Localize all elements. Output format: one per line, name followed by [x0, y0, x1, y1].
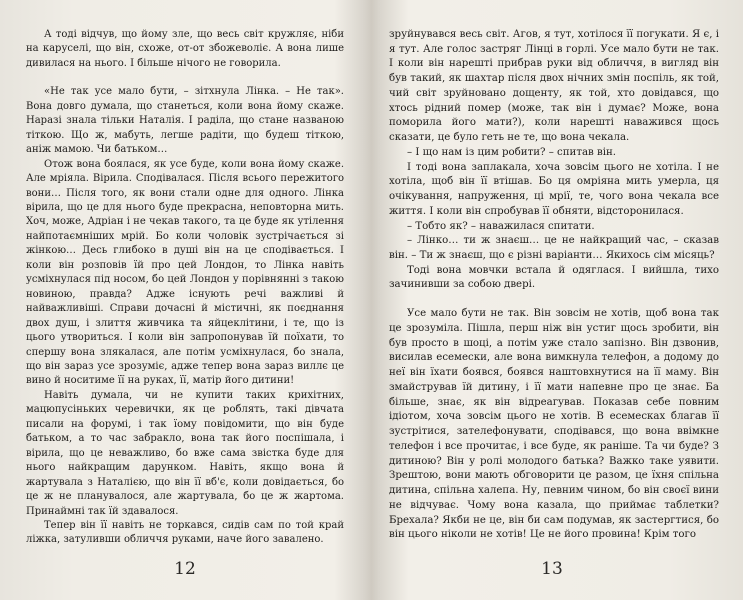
paragraph: А тоді відчув, що йому зле, що весь світ кружляє, ніби на каруселі, що він, схоже, от-от збожеволіє. А вона лише дивилася на нього. І більше нічого не говорила.: [26, 29, 344, 69]
paragraph: Усе мало бути не так. Він зовсім не хотів, щоб вона так це зрозуміла. Пішла, перш ніж він устиг щось зробити, він був просто в шоці, а потім уже стало запізно. Він дзвонив, висилав есемески, але вона вимкнула телефон, а додому до неї він їхати боявся, боявся наштовхнутися на її маму. Він змайстрував їй дитину, і її мати напевне про це знає. Ба більше, знає, як він відреагував. Показав себе повним ідіотом, хоча зовсім цього не хотів. В есемесках благав її зустрітися, зателефонувати, сподівався, що вона ввімкне телефон і все прочитає, і все буде, як раніше. Та чи буде? З дитиною? Він у ролі молодого батька? Важко таке уявити. Зрештою, вони мають обговорити це разом, це їхня спільна дитина, спільна халепа. Ну, певним чином, бо він своєї вини не відчуває. Чому вона казала, що приймає таблетки? Брехала? Якби не це, він би сам подумав, як застергтися, бо він цього ніколи не хотів! Це не його провина! Крім того: [389, 308, 719, 541]
page-number: 12: [174, 559, 196, 579]
right-page-text: [389, 28, 719, 543]
paragraph: Тоді вона мовчки встала й одяглася. І вийшла, тихо зачинивши за собою двері.: [389, 264, 719, 291]
paragraph: зруйнувався весь світ. Агов, я тут, хотілося її погукати. Я є, і я тут. Але голос застряг Лінці в горлі. Усе мало бути не так. І коли він нарешті прибрав руки від обличчя, в вигляд він був такий, як шахтар після двох нічних змін поспіль, як той, чий світ зруйновано дощенту, як той, хто довідався, що хтось рідний помер (може, так він і думає? Може, вона поморила його мати?), коли нарешті наважився щось сказати, це було геть не те, що вона чекала.: [389, 29, 719, 144]
page-number: 13: [541, 559, 563, 579]
left-page-text: [26, 28, 344, 548]
right-page: [373, 0, 743, 600]
paragraph: Отож вона боялася, як усе буде, коли вона йому скаже. Але мріяла. Вірила. Сподівалася. Після всього пережитого вони… Після того, як вони стали одне для одного. Лінка вірила, що це для нього буде прекрасна, неповторна мить. Хоч, може, Адріан і не чекав такого, та це буде як утілення найпотаємніших мрій. Бо коли чоловік зустрічається зі жінкою… Десь глибоко в душі він на це сподівається. І коли він розповів їй про цей Лондон, то Лінка навіть усміхнулася під носом, бо цей Лондон у порівнянні з такою новиною, правда? Адже існують речі важливі й найважливіші. Справи дочасні й містичні, як поєднання двох душ, і злиття живчика та яйцеклітини, і те, що із цього утвориться. І коли він запропонував їй поїхати, то спершу вона злякалася, але потім усміхнулася, бо знала, що він зараз усе зрозуміє, адже тепер вона зараз виллє це вино й носитиме її на руках, її, матір його дитини!: [26, 158, 344, 387]
paragraph: – Лінко… ти ж знаєш… це не найкращий час, – сказав він. – Ти ж знаєш, що є різні варіанти… Якихось сім місяць?: [389, 235, 719, 262]
paragraph: Навіть думала, чи не купити таких крихітних, мацюпусіньких черевички, як це роблять, такі дівчата писали на форумі, і так їому повідомити, що він буде батьком, а то час забракло, вона так його поспішала, і вірила, що це неважливо, бо вже сама звістка буде для нього найкращим дарунком. Навіть, якщо вона й жартувала з Наталією, що він її вб'є, коли довідається, бо це ж не планувалося, але жартувала, бо це ж жартома. Принаймні так їй здавалося.: [26, 389, 344, 517]
left-page: [0, 0, 370, 600]
paragraph: «Не так усе мало бути, – зітхнула Лінка. – Не так». Вона довго думала, що станеться, коли вона йому скаже. Наразі знала тільки Наталія. І раділа, що стане названою тіткою. Що ж, мабуть, легше радіти, що будеш тіткою, аніж мамою. Чи батьком…: [26, 86, 344, 156]
paragraph: Тепер він її навіть не торкався, сидів сам по той край ліжка, затуливши обличчя руками, наче його завалено.: [26, 519, 344, 546]
paragraph: – І що нам із цим робити? – спитав він.: [407, 146, 617, 158]
paragraph: – Тобто як? – наважилася спитати.: [407, 220, 595, 232]
paragraph: І тоді вона заплакала, хоча зовсім цього не хотіла. І не хотіла, щоб він її втішав. Бо ця омріяна мить умерла, ця очікування, напруження, ці мрії, те, чого вона чекала все життя. І коли він спробував її обняти, відсторонилася.: [389, 161, 719, 217]
